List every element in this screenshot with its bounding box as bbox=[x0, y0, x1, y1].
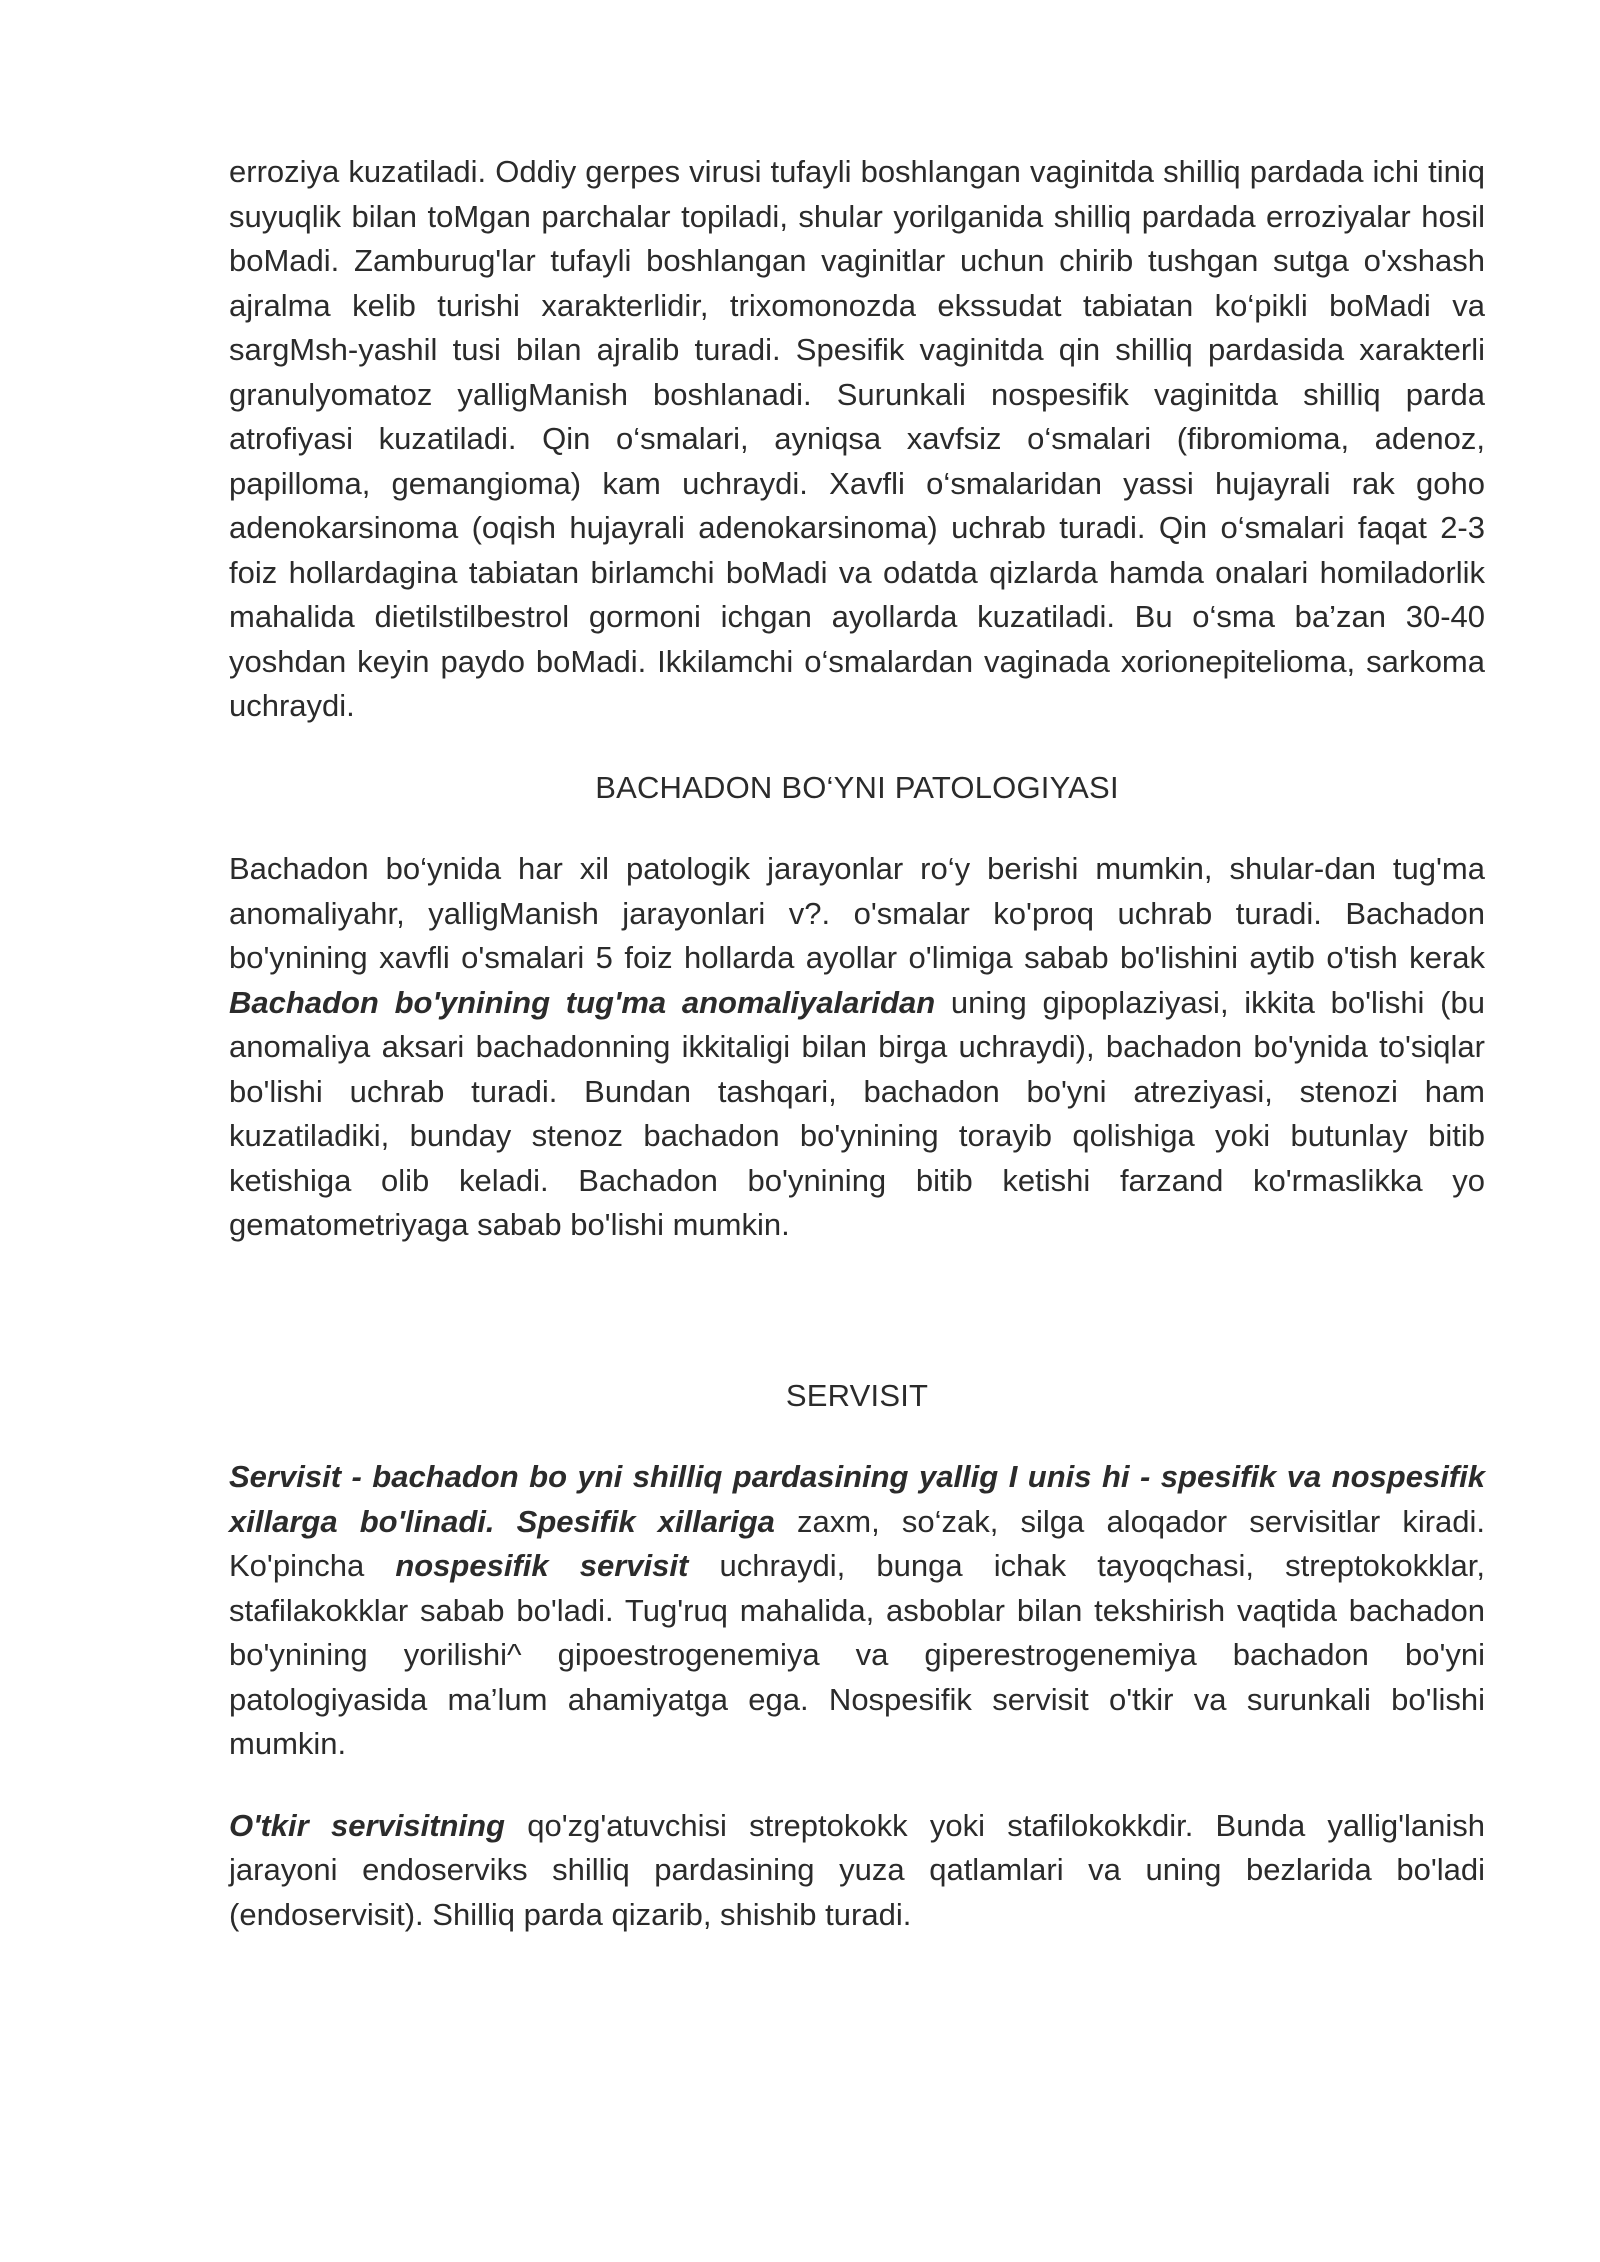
paragraph-vaginitis-tumors: erroziya kuzatiladi. Oddiy gerpes virusi tufayli boshlangan vaginitda shilliq pardada ichi tiniq suyuqlik bilan toMgan parchalar topiladi, shular yorilganida shilliq pardada erroziyalar hosil boMadi. Zamburug'lar tufayli boshlangan vaginitlar uchun chirib tushgan sutga o'xshash ajralma kelib turishi xarakterlidir, trixomonozda ekssudat tabiatan ko‘pikli boMadi va sargMsh-yashil tusi bilan ajralib turadi. Spesifik vaginitda qin shilliq pardasida xarakterli granulyomatoz yalligManish boshlanadi. Surunkali nospesifik vaginitda shilliq parda atrofiyasi kuzatiladi. Qin o‘smalari, ayniqsa xavfsiz o‘smalari (fibromioma, adenoz, papilloma, gemangioma) kam uchraydi. Xavfli o‘smalaridan yassi hujayrali rak goho adenokarsinoma (oqish hujayrali adenokarsinoma) uchrab turadi. Qin o‘smalari faqat 2-3 foiz hollardagina tabiatan birlamchi boMadi va odatda qizlarda hamda onalari homiladorlik mahalida dietilstilbestrol gormoni ichgan ayollarda kuzatiladi. Bu o‘sma ba’zan 30-40 yoshdan keyin paydo boMadi. Ikkilamchi o‘smalardan vaginada xorionepitelioma, sarkoma uchraydi. bbox=[229, 154, 1485, 723]
paragraph-cervix-pathology bbox=[229, 847, 1485, 1248]
paragraph-text: Bachadon bo‘ynida har xil patologik jarayonlar ro‘y berishi mumkin, shular-dan tug'ma anomaliyahr, yalligManish jarayonlari v?. o'smalar ko'proq uchrab turadi. Bachadon bo'ynining xavfli o'smalari 5 foiz hollarda ayollar o'limiga sabab bo'lishini aytib o'tish kerak bbox=[229, 851, 1485, 975]
paragraph-text: qo'zg'atuvchisi streptokokk yoki stafilokokkdir. Bunda yallig'lanish jarayoni endoserviks shilliq pardasining yuza qatlamlari va uning bezlarida bo'ladi (endoservisit). Shilliq parda qizarib, shishib turadi. bbox=[229, 1807, 1485, 1932]
emphasis-text: Servisit - bachadon bo yni shilliq pardasining yallig I unis hi - spesifik va nospesifik xillarga bo'linadi. Spesifik xillariga bbox=[229, 1459, 1485, 1539]
document-page bbox=[229, 150, 1485, 1937]
heading-servisit: SERVISIT bbox=[785, 1377, 929, 1413]
paragraph-text: zaxm, so‘zak, silga aloqador servisitlar kiradi. Ko'pincha bbox=[229, 1503, 1486, 1583]
paragraph-text: uning gipoplaziyasi, ikkita bo'lishi (bu anomaliya aksari bachadonning ikkitaligi bilan birga uchraydi), bachadon bo'ynida to'siqlar bo'lishi uchrab turadi. Bundan tashqari, bachadon bo'yni atreziyasi, stenozi ham kuzatiladiki, bunday stenoz bachadon bo'ynining torayib qolishiga yoki butunlay bitib ketishiga olib keladi. Bachadon bo'ynining bitib ketishi farzand ko'rmaslikka yo gematometriyaga sabab bo'lishi mumkin. bbox=[229, 984, 1485, 1242]
heading-cervix-pathology: BACHADON BO‘YNI PATOLOGIYASI bbox=[595, 769, 1119, 805]
emphasis-text: Bachadon bo'ynining tug'ma anomaliyalaridan bbox=[229, 984, 936, 1020]
emphasis-text: O'tkir servisitning bbox=[229, 1807, 505, 1843]
paragraph-acute-servisit bbox=[229, 1804, 1485, 1938]
paragraph-servisit bbox=[229, 1455, 1485, 1767]
paragraph-text: uchraydi, bunga ichak tayoqchasi, streptokokklar, stafilakokklar sabab bo'ladi. Tug'ruq mahalida, asboblar bilan tekshirish vaqtida bachadon bo'ynining yorilishi^ gipoestrogenemiya va giperestrogenemiya bachadon bo'yni patologiyasida ma’lum ahamiyatga ega. Nospesifik servisit o'tkir va surunkali bo'lishi mumkin. bbox=[229, 1548, 1485, 1761]
emphasis-text: nospesifik servisit bbox=[395, 1548, 689, 1583]
